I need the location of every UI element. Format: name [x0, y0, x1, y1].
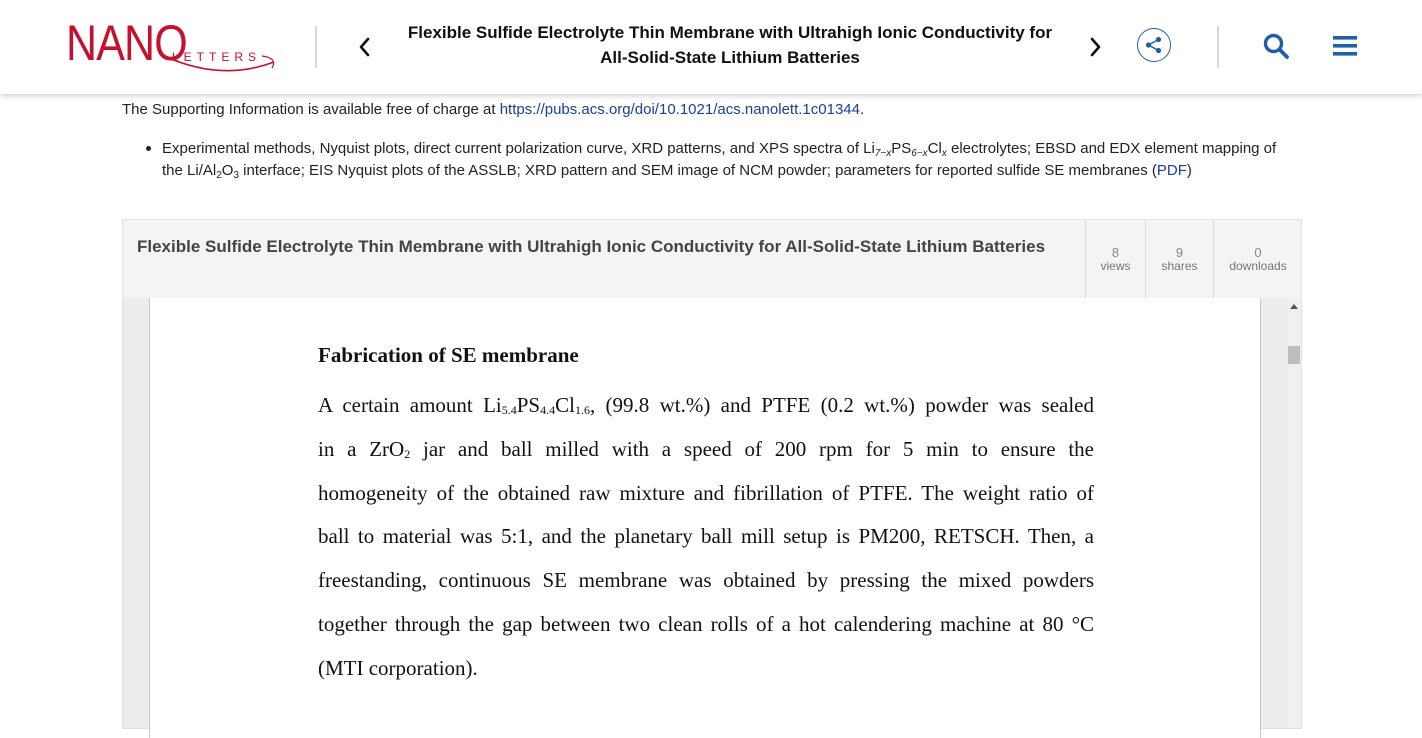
scrollbar-thumb[interactable]: [1288, 346, 1300, 364]
document-line: together through the gap between two clean rolls of a hot calendering machine at 80 °C: [318, 611, 1094, 636]
share-icon: [1144, 35, 1164, 55]
supporting-info-link[interactable]: https://pubs.acs.org/doi/10.1021/acs.nanolett.1c01344: [499, 101, 860, 118]
chevron-right-icon: [1089, 36, 1103, 58]
document-line: A certain amount $Li_{5.4}PS_{4.4}Cl_{1.6}$, (99.8 wt.%) and PTFE (0.2 wt.%) powder was sealed: [318, 393, 1094, 417]
menu-button[interactable]: [1329, 30, 1361, 62]
bullet-dot-icon: [146, 146, 151, 151]
menu-icon: [1332, 34, 1358, 58]
viewer-title[interactable]: Flexible Sulfide Electrolyte Thin Membrane with Ultrahigh Ionic Conductivity for All-Solid-State Lithium Batteries: [137, 237, 1046, 256]
viewer-header: [123, 220, 1301, 299]
next-article-button[interactable]: [1080, 30, 1112, 64]
document-line: freestanding, continuous SE membrane was obtained by pressing the mixed powders: [318, 568, 1094, 593]
article-title-line-1: Flexible Sulfide Electrolyte Thin Membrane with Ultrahigh Ionic Conductivity for: [407, 23, 1053, 42]
article-title: [400, 20, 1060, 70]
document-line: in a ZrO$_2$ jar and ball milled with a speed of 200 rpm for 5 min to ensure the: [318, 436, 1094, 461]
document-line: ball to material was 5:1, and the planetary ball mill setup is PM200, RETSCH. Then, a: [318, 524, 1094, 549]
search-icon: [1262, 32, 1290, 60]
document-heading: Fabrication of SE membrane: [318, 343, 579, 367]
downloads-count: 0: [1254, 244, 1262, 260]
article-title-line-2: All-Solid-State Lithium Batteries: [600, 48, 860, 67]
document-page: [149, 298, 1261, 738]
nano-letters-logo[interactable]: [62, 14, 278, 76]
pdf-link[interactable]: PDF: [1156, 162, 1187, 179]
scroll-up-arrow-icon[interactable]: [1290, 304, 1298, 309]
document-line: homogeneity of the obtained raw mixture and fibrillation of PTFE. The weight ratio of: [318, 480, 1094, 505]
logo-nano-text: NANO: [66, 15, 187, 71]
header-divider: [1217, 26, 1219, 68]
previous-article-button[interactable]: [348, 30, 380, 64]
supporting-info-text: [122, 100, 864, 120]
downloads-stat: [1213, 220, 1302, 298]
share-button[interactable]: [1137, 28, 1171, 62]
downloads-label: downloads: [1229, 258, 1287, 273]
supporting-info-suffix: .: [859, 101, 865, 118]
shares-count: 9: [1175, 244, 1184, 260]
document-viewer: [122, 219, 1302, 729]
document-line: (MTI corporation).: [318, 655, 478, 680]
supporting-info-prefix: The Supporting Information is available free of charge at: [122, 101, 500, 118]
shares-label: shares: [1161, 258, 1198, 273]
document-body: [318, 342, 1094, 691]
supporting-info-item: Experimental methods, Nyquist plots, direct current polarization curve, XRD patterns, and XPS spectra of $Li_{7-x}PS_{6-x}Cl_x$ electrolytes; EBSD and EDX element mapping of the $Li/Al_2O_3$ interface; EIS Nyquist plots of the ASSLB; XRD pattern and SEM image of NCM powder; parameters for reported sulfide SE membranes (PDF): [162, 138, 1287, 182]
logo-letters-text: LETTERS: [172, 50, 262, 64]
chevron-left-icon: [357, 36, 371, 58]
document-scrollbar[interactable]: [1287, 298, 1301, 728]
site-header: [0, 0, 1422, 94]
shares-stat: [1145, 220, 1213, 298]
document-scroll-area[interactable]: [123, 298, 1301, 728]
search-button[interactable]: [1260, 30, 1292, 62]
views-count: 8: [1111, 244, 1120, 260]
views-stat: [1085, 220, 1145, 298]
views-label: views: [1100, 258, 1131, 273]
header-divider: [315, 26, 317, 68]
